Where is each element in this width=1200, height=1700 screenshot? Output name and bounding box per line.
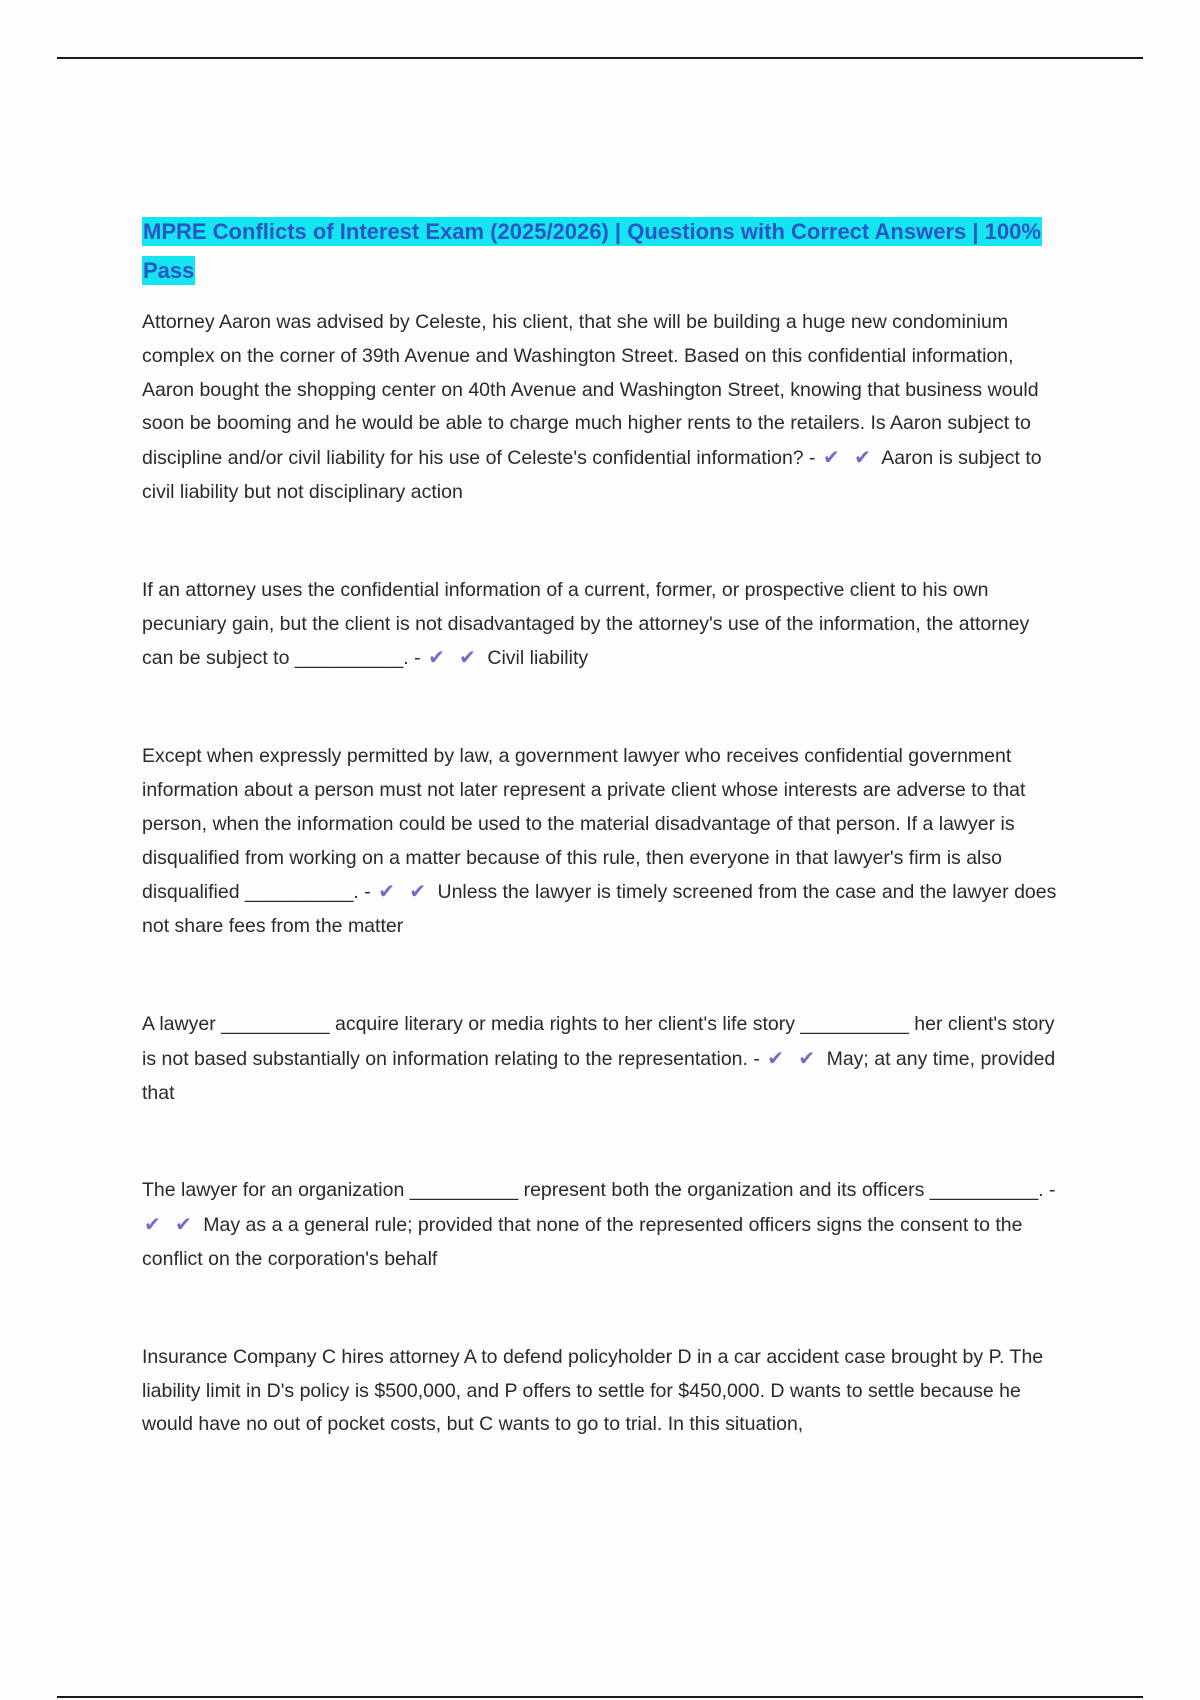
answer-text: Unless the lawyer is timely screened from the case and the lawyer does not share fees from the matter (142, 881, 1057, 938)
double-check-icon: ✔ ✔ (822, 445, 875, 470)
question-text: A lawyer __________ acquire literary or media rights to her client's life story __________ her client's story is not based substantially on information relating to the representation. - (142, 1012, 1055, 1070)
qa-item-3 (142, 740, 1062, 944)
question-text: If an attorney uses the confidential information of a current, former, or prospective client to his own pecuniary gain, but the client is not disadvantaged by the attorney's use of the information, the attorney can be subject to __________. - (142, 578, 1030, 670)
answer-text: Aaron is subject to civil liability but not disciplinary action (142, 447, 1042, 503)
double-check-icon: ✔ ✔ (767, 1045, 820, 1070)
answer-text: Civil liability (487, 647, 589, 670)
footer-rule (57, 1696, 1143, 1698)
double-check-icon: ✔ ✔ (378, 879, 431, 904)
answer-text: May as a a general rule; provided that none of the represented officers signs the consent to the conflict on the corporation's behalf (142, 1214, 1023, 1270)
question-text: Attorney Aaron was advised by Celeste, his client, that she will be building a huge new condominium complex on the corner of 39th Avenue and Washington Street. Based on this confidential information, Aaron bought the shopping center on 40th Avenue and Washington Street, knowing that business would soon be booming and he would be able to charge much higher rents to the retailers. Is Aaron subject to discipline and/or civil liability for his use of Celeste's confidential information? - (142, 311, 1039, 470)
qa-item-6 (142, 1341, 1062, 1442)
answer-text: May; at any time, provided that (142, 1047, 1056, 1104)
double-check-icon: ✔ ✔ (428, 645, 480, 670)
question-text: Except when expressly permitted by law, a government lawyer who receives confidential government information about a person must not later represent a private client whose interests are adverse to that person, when the information could be used to the material disadvantage of that person. If a lawyer is disqualified from working on a matter because of this rule, then everyone in that lawyer's firm is also disqualified __________. - (142, 745, 1026, 904)
header-rule (57, 57, 1143, 59)
question-text: The lawyer for an organization __________ represent both the organization and its officers __________. - (142, 1179, 1056, 1202)
title-highlight: MPRE Conflicts of Interest Exam (2025/2026) | Questions with Correct Answers | 100% Pass (143, 219, 1041, 283)
double-check-icon: ✔ ✔ (144, 1212, 196, 1237)
qa-item-4 (142, 1008, 1062, 1110)
document-body (142, 212, 1062, 1442)
question-text: Insurance Company C hires attorney A to defend policyholder D in a car accident case brought by P. The liability limit in D's policy is $500,000, and P offers to settle for $450,000. D wants to settle because he would have no out of pocket costs, but C wants to go to trial. In this situation, (142, 1345, 1044, 1436)
document-title (142, 212, 1062, 290)
qa-item-5 (142, 1174, 1062, 1276)
qa-item-1 (142, 306, 1062, 510)
qa-item-2 (142, 574, 1062, 676)
